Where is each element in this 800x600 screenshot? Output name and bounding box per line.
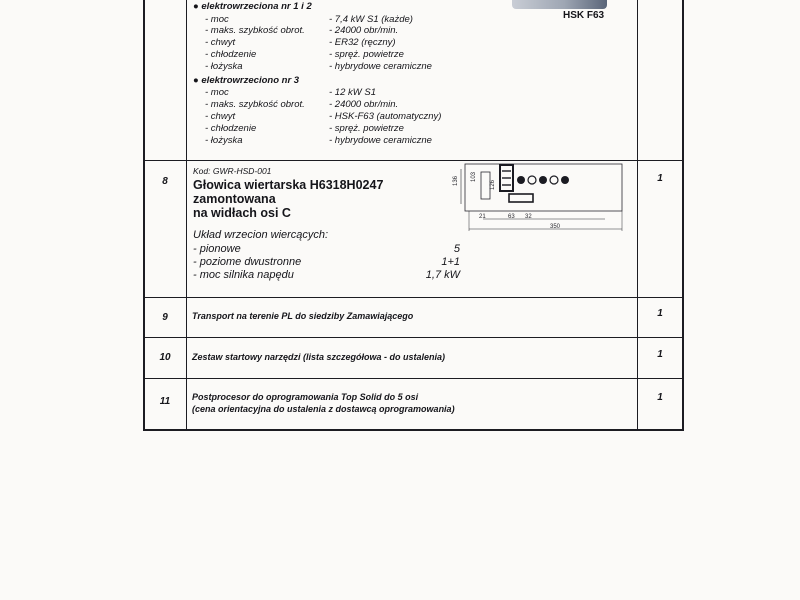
dim-label: 136 (453, 175, 459, 186)
drill-spec-value: 1+1 (441, 256, 460, 268)
spec-key: - moc (205, 14, 229, 25)
row-number-9: 9 (162, 312, 168, 323)
item-11-description-line-1: Postprocesor do oprogramowania Top Solid do 5 osi (192, 392, 419, 402)
spec-key: - maks. szybkość obrot. (205, 25, 305, 36)
quantity-8: 1 (657, 173, 663, 184)
spec-value: - 12 kW S1 (329, 87, 376, 98)
spindle-1-2-header: ● elektrowrzeciona nr 1 i 2 (193, 1, 312, 12)
row-divider-8-9 (143, 297, 684, 298)
spec-key: - chłodzenie (205, 123, 257, 134)
spec-key: - chwyt (205, 37, 236, 48)
spec-value: - 24000 obr/min. (329, 25, 399, 36)
vertical-spindle-1 (517, 176, 525, 184)
spec-value: - hybrydowe ceramiczne (329, 135, 432, 146)
dim-label: 350 (550, 224, 561, 230)
dim-label: 21 (479, 214, 486, 220)
spindle-3-specs (193, 74, 493, 148)
dim-label: 103 (471, 171, 477, 182)
drill-spec-value: 1,7 kW (425, 269, 460, 281)
spec-value: - 24000 obr/min. (329, 99, 399, 110)
table-border-bottom (143, 429, 684, 431)
vertical-spindle-5 (561, 176, 569, 184)
dim-label: 32 (525, 214, 532, 220)
drill-spec-key: - poziome dwustronne (193, 256, 302, 268)
spec-key: - moc (205, 87, 229, 98)
spindle-tool-image (512, 0, 607, 9)
item-8-title-line: na widłach osi C (193, 206, 291, 220)
quantity-10: 1 (657, 349, 663, 360)
row-number-10: 10 (159, 352, 171, 363)
item-code: Kod: GWR-HSD-001 (193, 166, 272, 176)
quantity-9: 1 (657, 308, 663, 319)
row-divider-10-11 (143, 378, 684, 379)
spec-key: - maks. szybkość obrot. (205, 99, 305, 110)
drill-spec-value: 5 (453, 243, 460, 255)
dim-label: 126 (490, 179, 496, 190)
item-9-description: Transport na terenie PL do siedziby Zamawiającego (192, 311, 414, 321)
spindle-layout-subtitle: Układ wrzecion wiercących: (193, 229, 329, 241)
row-divider-9-10 (143, 337, 684, 338)
item-8-title-line: Głowica wiertarska H6318H0247 (193, 178, 384, 192)
drill-spec-key: - pionowe (193, 243, 241, 255)
table-border-left (143, 0, 145, 430)
drill-spec-key: - moc silnika napędu (193, 269, 294, 281)
spindle-1-2-specs (193, 0, 473, 72)
spec-key: - chłodzenie (205, 49, 257, 60)
spec-key: - chwyt (205, 111, 236, 122)
dim-label: 63 (508, 214, 515, 220)
spec-value: - spręż. powietrze (329, 123, 404, 134)
vertical-spindle-2 (528, 176, 536, 184)
vertical-spindle-3 (539, 176, 547, 184)
item-8-title-line: zamontowana (193, 192, 276, 206)
vertical-spindle-4 (550, 176, 558, 184)
spindle-image-label: HSK F63 (563, 10, 605, 21)
spindle-3-header: ● elektrowrzeciono nr 3 (193, 75, 300, 86)
spec-key: - łożyska (205, 135, 243, 146)
motor-block (509, 194, 533, 202)
drilling-head-drawing (455, 160, 635, 235)
table-column-divider-1 (186, 0, 187, 430)
spec-value: - spręż. powietrze (329, 49, 404, 60)
item-10-description: Zestaw startowy narzędzi (lista szczegółowa - do ustalenia) (192, 352, 446, 362)
spec-value: - ER32 (ręczny) (329, 37, 396, 48)
item-11-description-line-2: (cena orientacyjna do ustalenia z dostawcą oprogramowania) (192, 404, 455, 414)
row-number-11: 11 (159, 396, 171, 407)
spec-value: - 7,4 kW S1 (każde) (329, 14, 413, 25)
row-number-8: 8 (162, 176, 168, 187)
spec-value: - hybrydowe ceramiczne (329, 61, 432, 72)
spec-value: - HSK-F63 (automatyczny) (329, 111, 442, 122)
table-column-divider-2 (637, 0, 638, 430)
table-border-right (682, 0, 684, 430)
item-8-title (193, 178, 383, 220)
head-outline (465, 164, 622, 211)
spec-key: - łożyska (205, 61, 243, 72)
quantity-11: 1 (657, 392, 663, 403)
